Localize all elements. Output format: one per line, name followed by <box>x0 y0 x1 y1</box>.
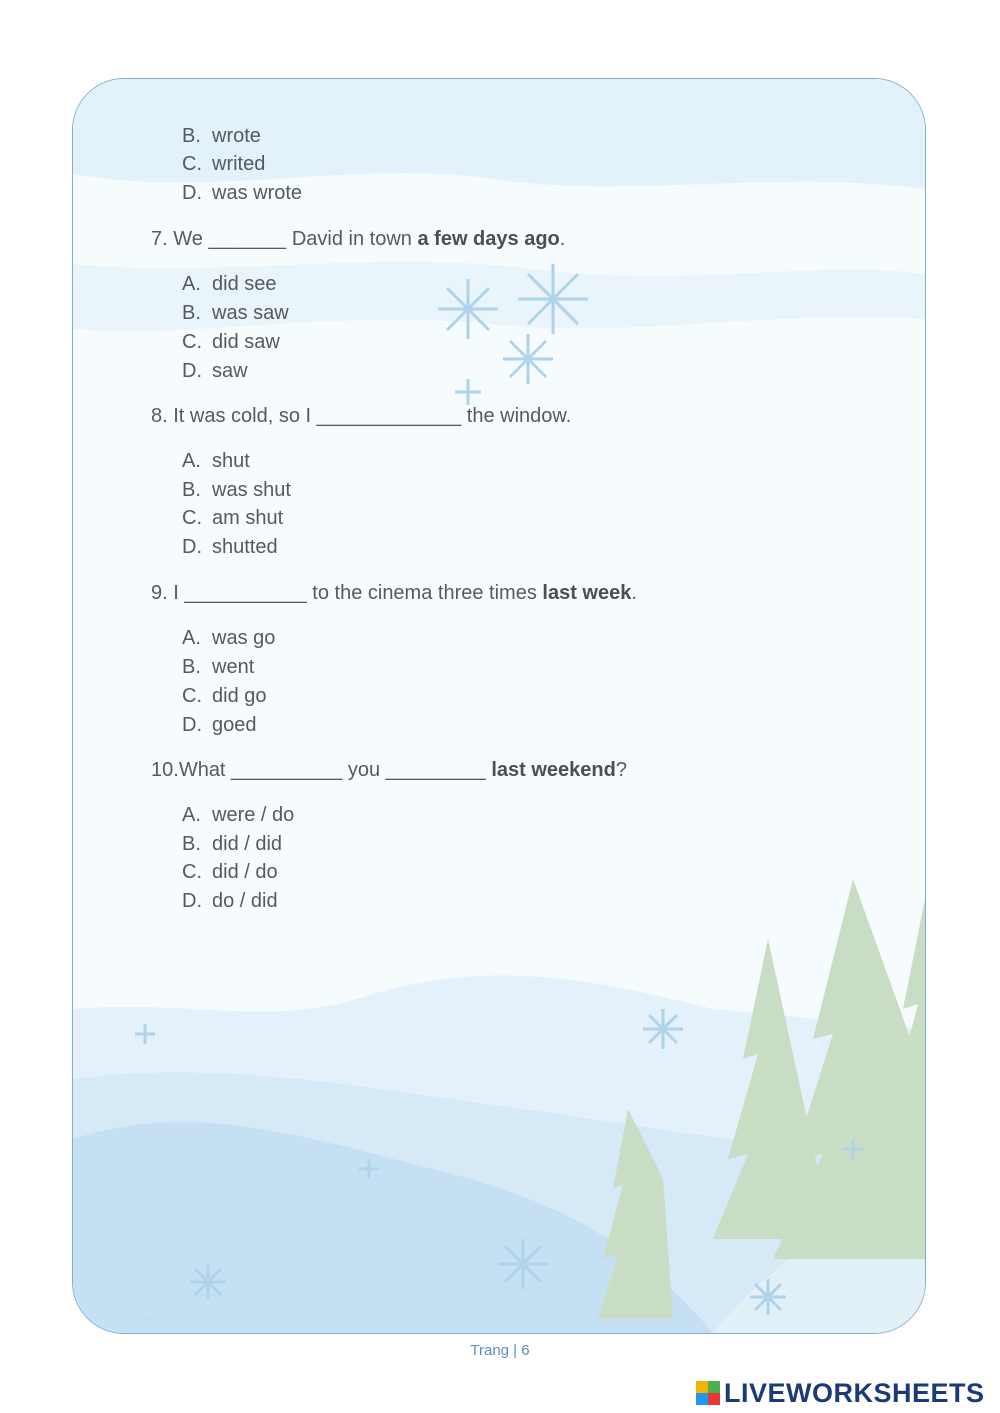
option: B. did / did <box>182 833 283 855</box>
option: A. did see <box>182 273 277 295</box>
option: D. do / did <box>182 890 278 912</box>
option: A. were / do <box>182 804 295 826</box>
liveworksheets-logo[interactable] <box>696 1376 985 1410</box>
option: A. shut <box>182 450 250 472</box>
option: D. saw <box>182 360 248 382</box>
option: C. did saw <box>182 331 280 353</box>
question-9: 9. I ___________ to the cinema three times last week. <box>151 582 637 604</box>
option: C. am shut <box>182 507 284 529</box>
page-number: Trang | 6 <box>470 1342 530 1359</box>
option: A. was go <box>182 627 276 649</box>
option: B. went <box>182 656 255 678</box>
brand-logo-icon <box>696 1381 720 1405</box>
option: D. was wrote <box>182 182 303 204</box>
option: D. shutted <box>182 536 278 558</box>
option: B. wrote <box>182 125 261 147</box>
option: B. was saw <box>182 302 289 324</box>
option: C. did / do <box>182 861 278 883</box>
option: C. did go <box>182 685 267 707</box>
option: D. goed <box>182 714 257 736</box>
question-8: 8. It was cold, so I _____________ the window. <box>151 405 572 427</box>
brand-name: LIVEWORKSHEETS <box>724 1377 985 1408</box>
question-10: 10.What __________ you _________ last weekend? <box>151 759 627 781</box>
question-7: 7. We _______ David in town a few days ago. <box>151 228 566 250</box>
option: C. writed <box>182 153 266 175</box>
option: B. was shut <box>182 479 291 501</box>
